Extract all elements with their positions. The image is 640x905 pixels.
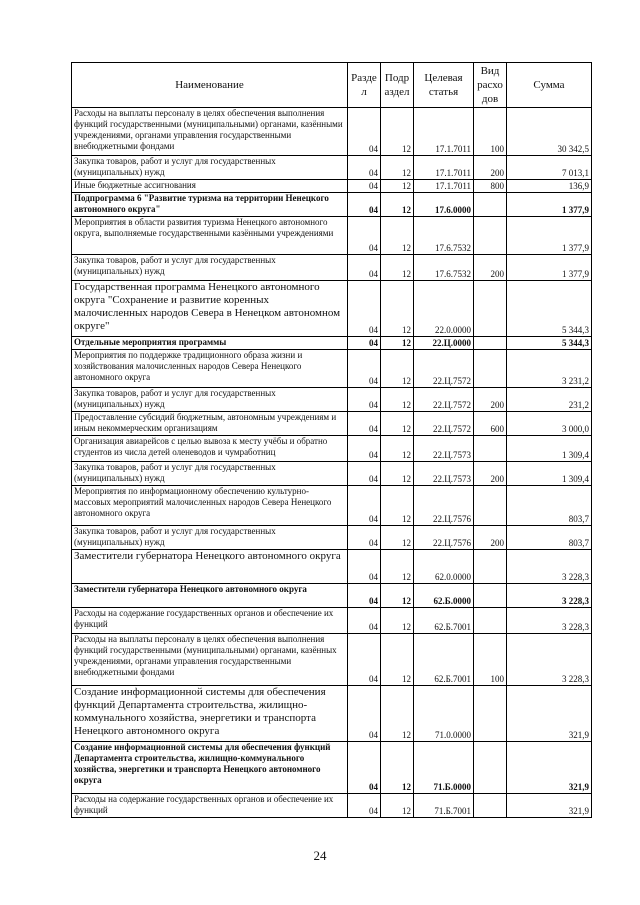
table-row (72, 255, 592, 281)
row-target-item: 62.Б.7001 (414, 634, 474, 686)
row-section: 04 (348, 156, 381, 180)
table-row (72, 634, 592, 686)
row-name: Мероприятия по поддержке традиционного образа жизни и хозяйствования малочисленных народов Севера Ненецкого автономного округа (72, 350, 348, 388)
row-amount: 3 231,2 (507, 350, 592, 388)
table-row (72, 337, 592, 350)
budget-table (71, 62, 592, 818)
row-name: Иные бюджетные ассигнования (72, 180, 348, 193)
row-subsection: 12 (381, 486, 414, 526)
row-section: 04 (348, 193, 381, 217)
row-name: Закупка товаров, работ и услуг для государственных (муниципальных) нужд (72, 255, 348, 281)
row-target-item: 22.Ц.0000 (414, 337, 474, 350)
row-expense-type (474, 337, 507, 350)
row-target-item: 62.Б.0000 (414, 584, 474, 608)
row-name: Мероприятия в области развития туризма Ненецкого автономного округа, выполняемые государственными казёнными учреждениями (72, 217, 348, 255)
row-expense-type: 200 (474, 526, 507, 550)
row-name: Государственная программа Ненецкого автономного округа "Сохранение и развитие коренных малочисленных народов Севера в Ненецком автономном округе" (72, 281, 348, 337)
row-section: 04 (348, 388, 381, 412)
row-target-item: 71.Б.0000 (414, 742, 474, 794)
row-expense-type: 200 (474, 156, 507, 180)
row-subsection: 12 (381, 436, 414, 462)
row-subsection: 12 (381, 462, 414, 486)
table-row (72, 526, 592, 550)
table-row (72, 462, 592, 486)
row-target-item: 62.Б.7001 (414, 608, 474, 634)
table-row (72, 436, 592, 462)
row-name: Создание информационной системы для обеспечения функций Департамента строительства, жилищно-коммунального хозяйства, энергетики и транспорта Ненецкого автономного округа (72, 686, 348, 742)
page-number: 24 (313, 848, 327, 863)
row-target-item: 17.1.7011 (414, 108, 474, 156)
row-subsection: 12 (381, 550, 414, 584)
row-expense-type (474, 742, 507, 794)
row-subsection: 12 (381, 337, 414, 350)
row-target-item: 22.Ц.7573 (414, 462, 474, 486)
row-subsection: 12 (381, 608, 414, 634)
table-row (72, 486, 592, 526)
row-section: 04 (348, 350, 381, 388)
row-subsection: 12 (381, 156, 414, 180)
row-amount: 3 228,3 (507, 584, 592, 608)
row-expense-type: 600 (474, 412, 507, 436)
row-target-item: 17.6.0000 (414, 193, 474, 217)
row-amount: 5 344,3 (507, 281, 592, 337)
table-row (72, 794, 592, 818)
header-section: Разде л (348, 63, 381, 108)
row-section: 04 (348, 412, 381, 436)
table-row (72, 193, 592, 217)
row-subsection: 12 (381, 412, 414, 436)
row-amount: 803,7 (507, 486, 592, 526)
row-name: Заместители губернатора Ненецкого автономного округа (72, 550, 348, 584)
row-amount: 30 342,5 (507, 108, 592, 156)
row-expense-type (474, 584, 507, 608)
row-section: 04 (348, 486, 381, 526)
row-amount: 1 377,9 (507, 255, 592, 281)
table-row (72, 412, 592, 436)
header-expense-type: Вид расхо дов (474, 63, 507, 108)
row-target-item: 22.Ц.7576 (414, 526, 474, 550)
row-expense-type (474, 436, 507, 462)
row-subsection: 12 (381, 281, 414, 337)
row-section: 04 (348, 337, 381, 350)
row-expense-type (474, 608, 507, 634)
table-row (72, 686, 592, 742)
row-name: Отдельные мероприятия программы (72, 337, 348, 350)
table-row (72, 156, 592, 180)
row-name: Расходы на выплаты персоналу в целях обеспечения выполнения функций государственными (муниципальными) органами, казёнными учреждениями, органами управления государственными внебюджетными фондами (72, 108, 348, 156)
row-name: Закупка товаров, работ и услуг для государственных (муниципальных) нужд (72, 526, 348, 550)
header-target-item: Целевая статья (414, 63, 474, 108)
row-section: 04 (348, 608, 381, 634)
row-subsection: 12 (381, 108, 414, 156)
row-amount: 136,9 (507, 180, 592, 193)
row-expense-type: 800 (474, 180, 507, 193)
row-expense-type (474, 686, 507, 742)
row-subsection: 12 (381, 350, 414, 388)
row-subsection: 12 (381, 584, 414, 608)
row-target-item: 62.0.0000 (414, 550, 474, 584)
row-target-item: 17.1.7011 (414, 180, 474, 193)
row-section: 04 (348, 550, 381, 584)
row-target-item: 22.Ц.7572 (414, 350, 474, 388)
row-target-item: 22.0.0000 (414, 281, 474, 337)
row-section: 04 (348, 108, 381, 156)
row-amount: 3 228,3 (507, 634, 592, 686)
table-row (72, 281, 592, 337)
row-name: Мероприятия по информационному обеспечению культурно-массовых мероприятий малочисленных народов Севера Ненецкого автономного округа (72, 486, 348, 526)
row-subsection: 12 (381, 634, 414, 686)
row-amount: 5 344,3 (507, 337, 592, 350)
table-row (72, 742, 592, 794)
row-section: 04 (348, 686, 381, 742)
row-subsection: 12 (381, 526, 414, 550)
row-target-item: 71.Б.7001 (414, 794, 474, 818)
row-target-item: 22.Ц.7572 (414, 412, 474, 436)
row-amount: 1 377,9 (507, 193, 592, 217)
row-name: Закупка товаров, работ и услуг для государственных (муниципальных) нужд (72, 388, 348, 412)
table-body (72, 108, 592, 818)
row-target-item: 17.6.7532 (414, 255, 474, 281)
table-row (72, 350, 592, 388)
row-target-item: 22.Ц.7576 (414, 486, 474, 526)
row-section: 04 (348, 180, 381, 193)
row-section: 04 (348, 217, 381, 255)
row-subsection: 12 (381, 217, 414, 255)
row-section: 04 (348, 526, 381, 550)
row-expense-type (474, 281, 507, 337)
row-section: 04 (348, 255, 381, 281)
row-name: Расходы на содержание государственных органов и обеспечение их функций (72, 794, 348, 818)
row-subsection: 12 (381, 686, 414, 742)
row-section: 04 (348, 462, 381, 486)
table-row (72, 108, 592, 156)
header-subsection: Подр аздел (381, 63, 414, 108)
row-name: Закупка товаров, работ и услуг для государственных (муниципальных) нужд (72, 462, 348, 486)
row-subsection: 12 (381, 255, 414, 281)
row-section: 04 (348, 436, 381, 462)
row-amount: 1 309,4 (507, 436, 592, 462)
row-amount: 321,9 (507, 686, 592, 742)
row-name: Создание информационной системы для обеспечения функций Департамента строительства, жилищно-коммунального хозяйства, энергетики и транспорта Ненецкого автономного округа (72, 742, 348, 794)
row-name: Заместители губернатора Ненецкого автономного округа (72, 584, 348, 608)
row-amount: 1 309,4 (507, 462, 592, 486)
row-expense-type: 200 (474, 255, 507, 281)
header-name: Наименование (72, 63, 348, 108)
row-target-item: 17.1.7011 (414, 156, 474, 180)
row-expense-type: 100 (474, 108, 507, 156)
row-section: 04 (348, 584, 381, 608)
row-name: Расходы на выплаты персоналу в целях обеспечения выполнения функций государственными (муниципальными) органами, казённых учреждениями, органами управления государственными внебюджетными фондами (72, 634, 348, 686)
row-expense-type (474, 550, 507, 584)
row-subsection: 12 (381, 193, 414, 217)
row-amount: 321,9 (507, 794, 592, 818)
row-section: 04 (348, 281, 381, 337)
row-target-item: 22.Ц.7572 (414, 388, 474, 412)
row-subsection: 12 (381, 794, 414, 818)
row-subsection: 12 (381, 388, 414, 412)
row-section: 04 (348, 742, 381, 794)
row-amount: 231,2 (507, 388, 592, 412)
row-amount: 321,9 (507, 742, 592, 794)
header-amount: Сумма (507, 63, 592, 108)
row-amount: 3 228,3 (507, 550, 592, 584)
row-expense-type (474, 217, 507, 255)
row-name: Расходы на содержание государственных органов и обеспечение их функций (72, 608, 348, 634)
header-row (72, 63, 592, 108)
row-name: Предоставление субсидий бюджетным, автономным учреждениям и иным некоммерческим организациям (72, 412, 348, 436)
row-expense-type (474, 193, 507, 217)
row-expense-type (474, 794, 507, 818)
table-row (72, 608, 592, 634)
row-target-item: 71.0.0000 (414, 686, 474, 742)
row-amount: 1 377,9 (507, 217, 592, 255)
row-section: 04 (348, 794, 381, 818)
row-expense-type: 100 (474, 634, 507, 686)
row-amount: 7 013,1 (507, 156, 592, 180)
row-amount: 3 000,0 (507, 412, 592, 436)
table-row (72, 584, 592, 608)
row-amount: 803,7 (507, 526, 592, 550)
row-name: Подпрограмма 6 "Развитие туризма на территории Ненецкого автономного округа" (72, 193, 348, 217)
table-row (72, 550, 592, 584)
row-subsection: 12 (381, 742, 414, 794)
row-amount: 3 228,3 (507, 608, 592, 634)
row-name: Закупка товаров, работ и услуг для государственных (муниципальных) нужд (72, 156, 348, 180)
row-expense-type (474, 486, 507, 526)
row-name: Организация авиарейсов с целью вывоза к месту учёбы и обратно студентов из числа детей оленеводов и чумработниц (72, 436, 348, 462)
row-section: 04 (348, 634, 381, 686)
row-target-item: 17.6.7532 (414, 217, 474, 255)
table-row (72, 388, 592, 412)
row-target-item: 22.Ц.7573 (414, 436, 474, 462)
row-expense-type: 200 (474, 388, 507, 412)
table-row (72, 180, 592, 193)
row-expense-type: 200 (474, 462, 507, 486)
row-subsection: 12 (381, 180, 414, 193)
row-expense-type (474, 350, 507, 388)
table-row (72, 217, 592, 255)
